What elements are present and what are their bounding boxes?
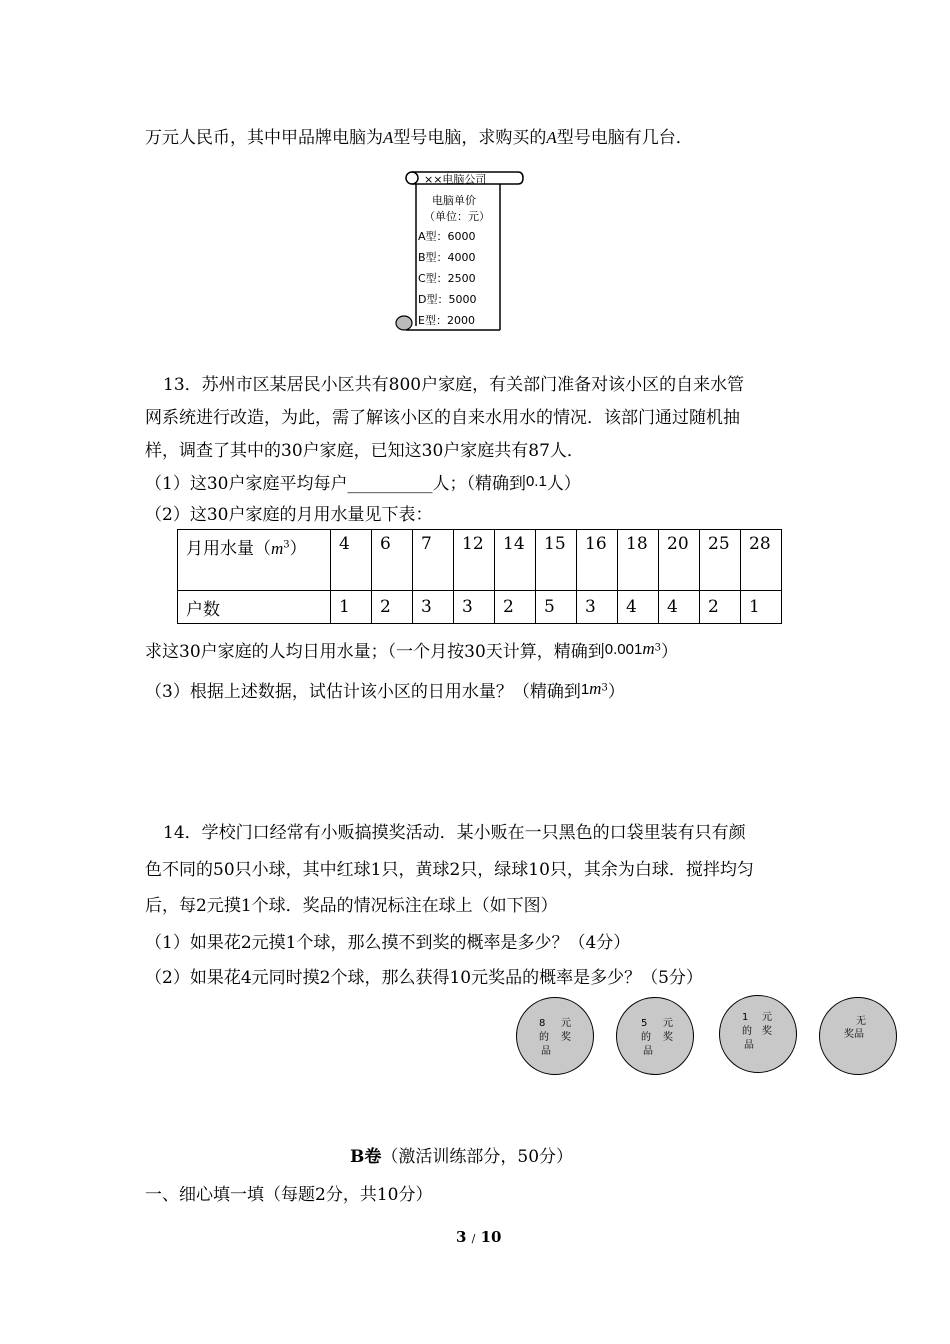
q12-tail-line: 万元人民币，其中甲品牌电脑为A型号电脑，求购买的A型号电脑有几台． (145, 128, 693, 148)
table-cell: 18 (618, 530, 659, 591)
table-cell: 16 (577, 530, 618, 591)
q13-part3: （3）根据上述数据，试估计该小区的日用水量？（精确到$1m^3$） (145, 679, 625, 702)
no-prize-ball: 无 奖品 (819, 997, 897, 1075)
q14-intro-line: 14．学校门口经常有小贩搞摸奖活动．某小贩在一只黑色的口袋里装有只有颜 (163, 823, 746, 843)
table-cell: 14 (495, 530, 536, 591)
q14-part2: （2）如果花4元同时摸2个球，那么获得10元奖品的概率是多少？（5分） (145, 968, 703, 988)
table-row (178, 530, 782, 591)
q13-intro-line: 网系统进行改造，为此，需了解该小区的自来水用水的情况．该部门通过随机抽 (145, 408, 740, 428)
scroll-item: D型：5000 (418, 293, 477, 306)
table-cell: 4 (618, 591, 659, 624)
table-cell: 28 (741, 530, 782, 591)
section-one-heading: 一、细心填一填（每题2分，共10分） (145, 1185, 433, 1205)
price-list-scroll (392, 166, 524, 336)
table-cell: 3 (577, 591, 618, 624)
part-b-heading: B卷（激活训练部分，50分） (350, 1147, 574, 1167)
scroll-item: A型：6000 (418, 230, 476, 243)
table-cell: 5 (536, 591, 577, 624)
scroll-item: E型：2000 (418, 314, 475, 327)
table-cell: 25 (700, 530, 741, 591)
table-cell: 7 (413, 530, 454, 591)
q13-intro-line: 样，调查了其中的30户家庭，已知这30户家庭共有87人． (145, 441, 584, 461)
q14-intro-line: 色不同的50只小球，其中红球1只，黄球2只，绿球10只，其余为白球．搅拌均匀 (145, 860, 754, 880)
table-cell: 6 (372, 530, 413, 591)
q13-part2: （2）这30户家庭的月用水量见下表： (145, 505, 433, 525)
page-number: 3 / 10 (456, 1228, 502, 1246)
table-cell: 1 (741, 591, 782, 624)
q13-intro-line: 13．苏州市区某居民小区共有800户家庭，有关部门准备对该小区的自来水管 (163, 375, 745, 395)
table-header-cell: 户数 (178, 591, 331, 624)
q13-part2-ask: 求这30户家庭的人均日用水量；（一个月按30天计算，精确到$0.001m^3$） (145, 639, 678, 662)
scroll-item: C型：2500 (418, 272, 476, 285)
table-cell: 4 (331, 530, 372, 591)
table-cell: 1 (331, 591, 372, 624)
prize-ball: 1 元 的 奖 品 (719, 995, 797, 1073)
scroll-unit: （单位：元） (424, 210, 490, 223)
water-usage-table (177, 529, 782, 624)
prize-ball: 8 元 的 奖 品 (516, 997, 594, 1075)
table-cell: 2 (495, 591, 536, 624)
table-cell: 3 (454, 591, 495, 624)
prize-ball: 5 元 的 奖 品 (616, 997, 694, 1075)
table-row (178, 591, 782, 624)
table-cell: 2 (700, 591, 741, 624)
table-cell: 20 (659, 530, 700, 591)
scroll-store-name: ××电脑公司 (424, 173, 487, 186)
q13-part1: （1）这30户家庭平均每户__________人；（精确到0.1人） (145, 473, 581, 494)
q14-intro-line: 后，每2元摸1个球．奖品的情况标注在球上（如下图） (145, 896, 558, 916)
scroll-title: 电脑单价 (432, 194, 476, 207)
table-cell: 3 (413, 591, 454, 624)
scroll-item: B型：4000 (418, 251, 476, 264)
table-cell: 15 (536, 530, 577, 591)
table-cell: 12 (454, 530, 495, 591)
q14-part1: （1）如果花2元摸1个球，那么摸不到奖的概率是多少？（4分） (145, 933, 631, 953)
table-cell: 4 (659, 591, 700, 624)
table-cell: 2 (372, 591, 413, 624)
table-header-cell: 月用水量$(m^3)$ (178, 530, 331, 591)
